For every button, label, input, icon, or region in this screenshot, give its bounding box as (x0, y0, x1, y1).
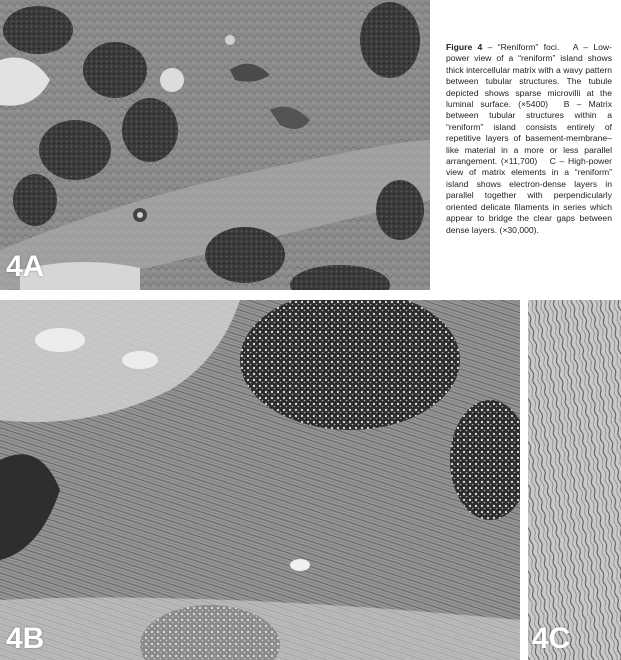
micrograph-panel-4c (528, 300, 621, 660)
micrograph-4c-image (528, 300, 621, 660)
panel-label-4a: 4A (6, 250, 45, 283)
micrograph-panel-4b (0, 300, 520, 660)
panel-label-4c: 4C (532, 622, 571, 655)
figure-caption-text: – “Reniform” foci. A – Low-power view of a “reniform” island shows thick intercellular matrix with a wavy pattern between tubular structures. The tubule depicted shows sparse microvilli at the luminal surface. (×5400) B – Matrix between tubular structures within a “reniform” island consists entirely of repetitive layers of basement-membrane–like material in a more or less parallel arrangement. (×11,700) C – High-power view of matrix elements in a “reniform” island shows electron-dense layers in parallel together with perpendicularly oriented delicate filaments in series which appear to bridge the clear gaps between dense layers. (×30,000). (446, 42, 613, 235)
micrograph-4a-image (0, 0, 430, 290)
figure-caption (446, 42, 612, 236)
panel-label-4b: 4B (6, 622, 45, 655)
micrograph-panel-4a (0, 0, 430, 290)
micrograph-4b-image (0, 300, 520, 660)
figure-label: Figure 4 (446, 42, 483, 52)
